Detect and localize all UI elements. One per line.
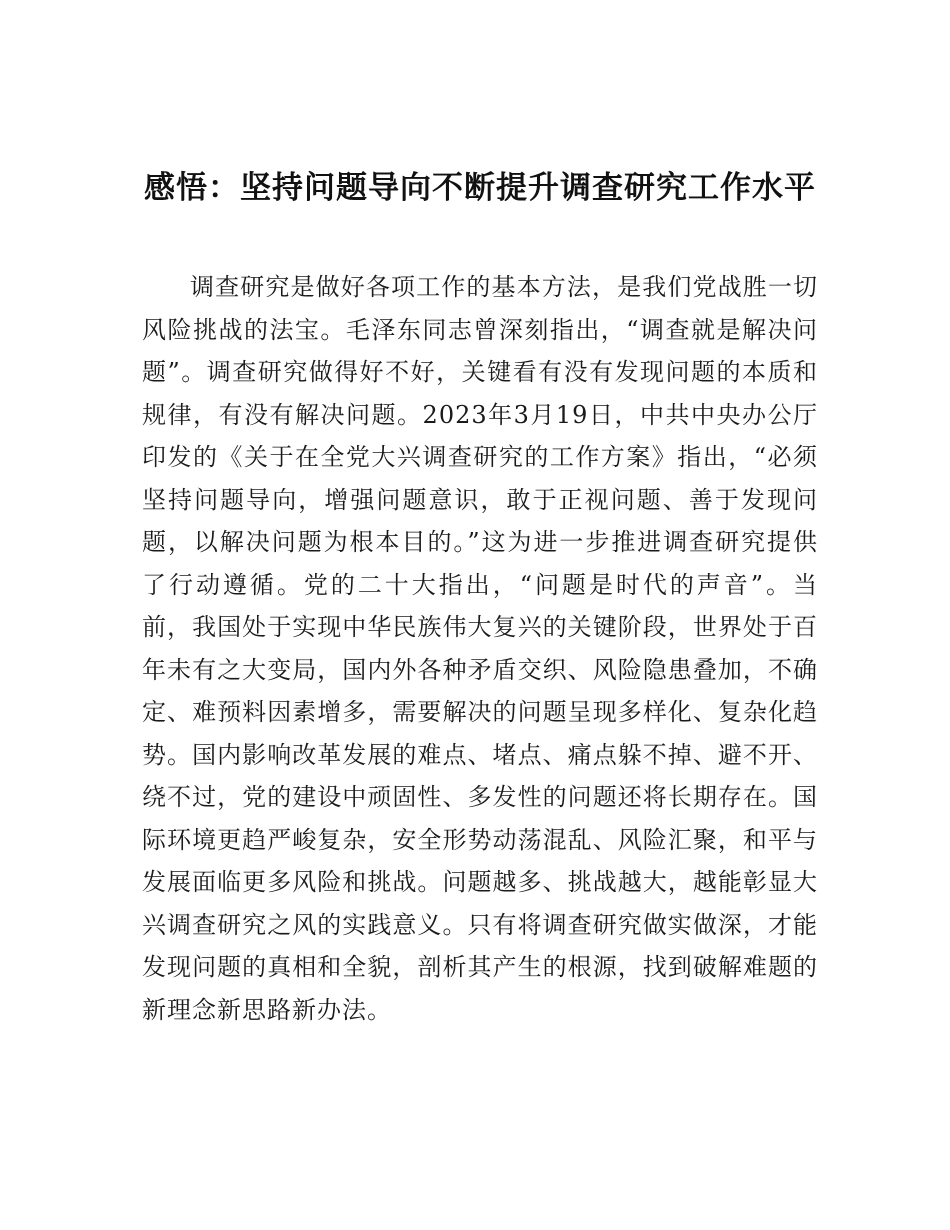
body-paragraph: 调查研究是做好各项工作的基本方法，是我们党战胜一切风险挑战的法宝。毛泽东同志曾深刻指出，“调查就是解决问题”。调查研究做得好不好，关键看有没有发现问题的本质和规律，有没有解决问题。2023年3月19日，中共中央办公厅印发的《关于在全党大兴调查研究的工作方案》指出，“必须坚持问题导向，增强问题意识，敢于正视问题、善于发现问题，以解决问题为根本目的。”这为进一步推进调查研究提供了行动遵循。党的二十大指出，“问题是时代的声音”。当前，我国处于实现中华民族伟大复兴的关键阶段，世界处于百年未有之大变局，国内外各种矛盾交织、风险隐患叠加，不确定、难预料因素增多，需要解决的问题呈现多样化、复杂化趋势。国内影响改革发展的难点、堵点、痛点躲不掉、避不开、绕不过，党的建设中顽固性、多发性的问题还将长期存在。国际环境更趋严峻复杂，安全形势动荡混乱、风险汇聚，和平与发展面临更多风险和挑战。问题越多、挑战越大，越能彰显大兴调查研究之风的实践意义。只有将调查研究做实做深，才能发现问题的真相和全貌，剖析其产生的根源，找到破解难题的新理念新思路新办法。 [142, 273, 818, 1024]
document-title: 感悟：坚持问题导向不断提升调查研究工作水平 [144, 170, 816, 206]
